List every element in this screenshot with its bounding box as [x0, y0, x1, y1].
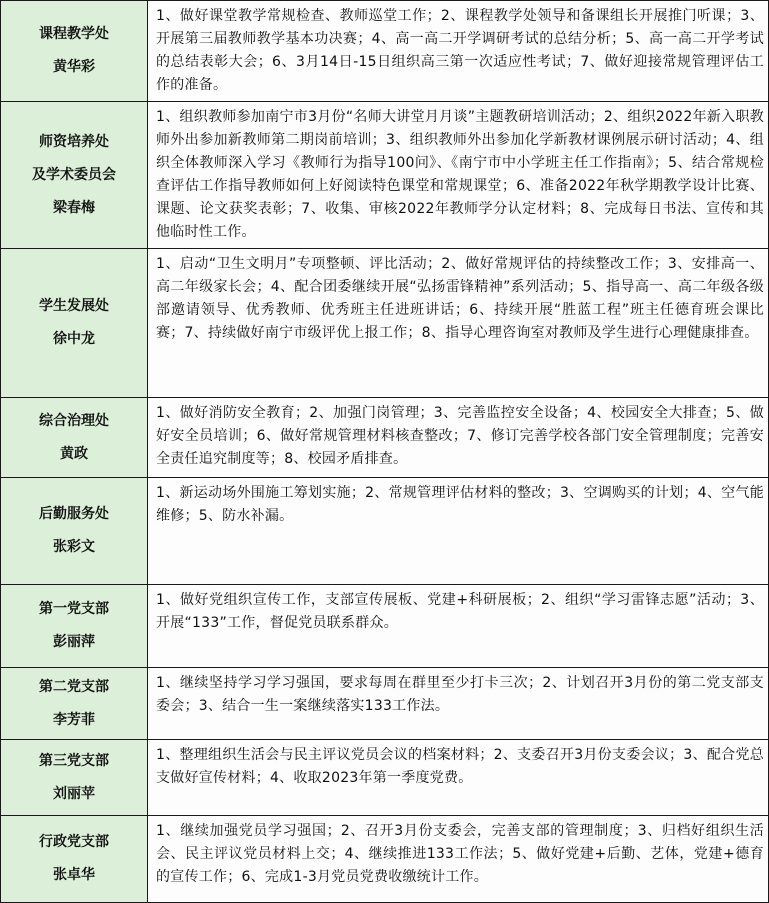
task-cell	[148, 585, 769, 668]
task-text: 1、启动“卫生文明月”专项整顿、评比活动；2、做好常规评估的持续整改工作；3、安排高一、高二年级家长会；4、配合团委继续开展“弘扬雷锋精神”系列活动；5、指导高一、高二年级各级部邀请领导、优秀教师、优秀班主任进班讲话；6、持续开展“胜蓝工程”班主任德育班会课比赛；7、持续做好南宁市级评优上报工作；8、指导心理咨询室对教师及学生进行心理健康排查。	[156, 256, 764, 341]
task-cell	[148, 668, 769, 740]
task-text: 1、做好课堂教学常规检查、教师巡堂工作；2、课程教学处领导和备课组长开展推门听课；3、开展第三届教师教学基本功决赛；4、高一高二开学调研考试的总结分析；5、高一高二开学考试的总结表彰大会；6、3月14日-15日组织高三第一次适应性考试；7、做好迎接常规管理评估工作的准备。	[156, 8, 764, 93]
department-cell	[1, 1, 148, 102]
department-name: 第一党支部	[39, 601, 109, 617]
task-cell	[148, 478, 769, 585]
department-name: 师资培养处	[39, 133, 109, 150]
table-row	[1, 668, 769, 740]
person-name: 徐中龙	[53, 331, 95, 347]
department-cell	[1, 668, 148, 740]
department-name: 行政党支部	[39, 834, 109, 850]
department-name: 第二党支部	[39, 678, 109, 695]
department-name: 学生发展处	[39, 298, 109, 314]
department-cell	[1, 398, 148, 478]
table-row	[1, 816, 769, 903]
department-cell	[1, 102, 148, 249]
department-cell	[1, 816, 148, 903]
department-cell	[1, 478, 148, 585]
person-name: 张彩文	[53, 539, 95, 555]
department-cell	[1, 585, 148, 668]
task-cell	[148, 102, 769, 249]
task-text: 1、组织教师参加南宁市3月份“名师大讲堂月月谈”主题教研培训活动；2、组织2022年新入职教师外出参加新教师第二期岗前培训；3、组织教师外出参加化学新教材课例展示研讨活动；4、组织全体教师深入学习《教师行为指导100问》、《南宁市中小学班主任工作指南》；5、结合常规检查评估工作指导教师如何上好阅读特色课堂和常规课堂；6、准备2022年秋学期教学设计比赛、课题、论文获奖表彰；7、收集、审核2022年教师学分认定材料；8、完成每日书法、宣传和其他临时性工作。	[156, 109, 764, 240]
table-row	[1, 740, 769, 816]
department-cell	[1, 249, 148, 398]
department-name: 综合治理处	[39, 412, 109, 429]
task-cell	[148, 249, 769, 398]
task-text: 1、整理组织生活会与民主评议党员会议的档案材料；2、支委召开3月份支委会议；3、配合党总支做好宣传材料；4、收取2023年第一季度党费。	[156, 747, 764, 786]
table-row	[1, 398, 769, 478]
task-text: 1、新运动场外围施工筹划实施；2、常规管理评估材料的整改；3、空调购买的计划；4、空气能维修；5、防水补漏。	[156, 485, 764, 524]
person-name: 张卓华	[53, 867, 95, 883]
task-text: 1、继续加强党员学习强国；2、召开3月份支委会，完善支部的管理制度；3、归档好组织生活会、民主评议党员材料上交；4、继续推进133工作法；5、做好党建+后勤、艺体，党建+德育的宣传工作；6、完成1-3月党员党费收缴统计工作。	[156, 823, 764, 885]
person-name: 李芳菲	[53, 711, 95, 728]
table-row	[1, 249, 769, 398]
task-text: 1、做好党组织宣传工作，支部宣传展板、党建+科研展板；2、组织“学习雷锋志愿”活动；3、开展“133”工作，督促党员联系群众。	[156, 592, 764, 631]
department-name: 课程教学处	[39, 26, 109, 42]
department-name-line2: 及学术委员会	[32, 166, 116, 183]
table-row	[1, 102, 769, 249]
task-cell	[148, 740, 769, 816]
task-cell	[148, 816, 769, 903]
person-name: 彭丽萍	[53, 634, 95, 650]
task-cell	[148, 1, 769, 102]
table-row	[1, 585, 769, 668]
person-name: 黄政	[60, 445, 88, 462]
person-name: 刘丽苹	[53, 785, 95, 802]
task-text: 1、做好消防安全教育；2、加强门岗管理；3、完善监控安全设备；4、校园安全大排查；5、做好安全员培训；6、做好常规管理材料核查整改；7、修订完善学校各部门安全管理制度；完善安全责任追究制度等；8、校园矛盾排查。	[156, 405, 764, 467]
table-row	[1, 478, 769, 585]
department-name: 第三党支部	[39, 752, 109, 769]
department-name: 后勤服务处	[39, 506, 109, 522]
table-row	[1, 1, 769, 102]
person-name: 黄华彩	[53, 59, 95, 75]
task-cell	[148, 398, 769, 478]
person-name: 梁春梅	[53, 199, 95, 216]
task-text: 1、继续坚持学习学习强国，要求每周在群里至少打卡三次；2、计划召开3月份的第二党支部支委会；3、结合一生一案继续落实133工作法。	[156, 675, 764, 714]
department-cell	[1, 740, 148, 816]
